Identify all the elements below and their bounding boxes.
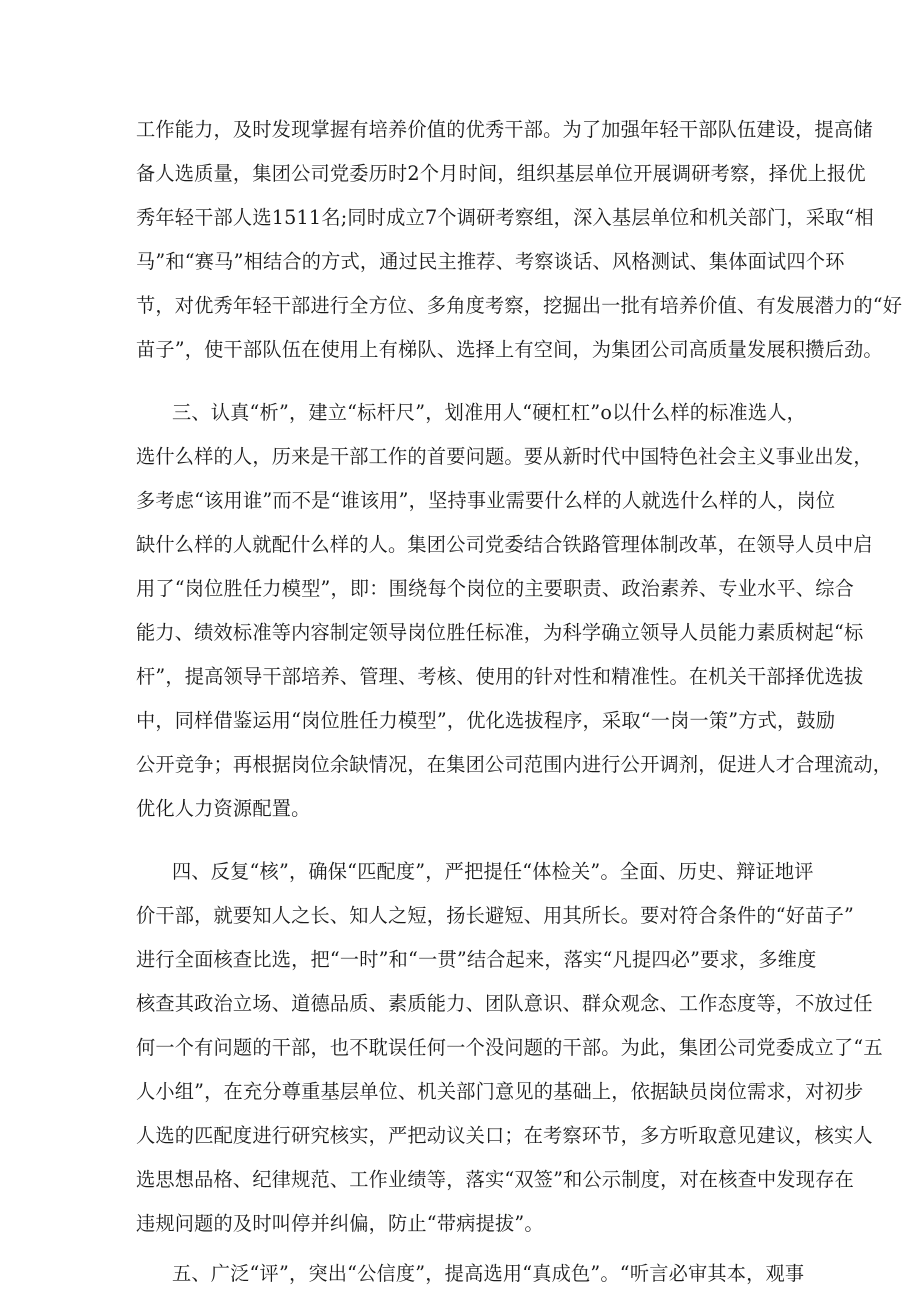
text-line: 用了“岗位胜任力模型”，即：围绕每个岗位的主要职责、政治素养、专业水平、综合 [136, 577, 854, 600]
text-line: 四、反复“核”，确保“匹配度”，严把提任“体检关”。全面、历史、辩证地评 [172, 860, 814, 883]
text-line: 违规问题的及时叫停并纠偏，防止“带病提拔”。 [136, 1212, 544, 1235]
text-line: 杆”，提高领导干部培养、管理、考核、使用的针对性和精准性。在机关干部择优选拔 [136, 665, 864, 688]
text-line: 选什么样的人，历来是干部工作的首要问题。要从新时代中国特色社会主义事业出发， [136, 445, 873, 468]
text-line: 马”和“赛马”相结合的方式，通过民主推荐、考察谈话、风格测试、集体面试四个环 [136, 250, 845, 273]
text-line: 秀年轻干部人选1511名;同时成立7个调研考察组，深入基层单位和机关部门，采取“相 [136, 206, 874, 229]
text-line: 公开竞争；再根据岗位余缺情况，在集团公司范围内进行公开调剂，促进人才合理流动， [136, 753, 893, 776]
text-line: 多考虑“该用谁”而不是“谁该用”，坚持事业需要什么样的人就选什么样的人，岗位 [136, 489, 836, 512]
text-line: 选思想品格、纪律规范、工作业绩等，落实“双签”和公示制度，对在核查中发现存在 [136, 1168, 854, 1191]
text-line: 能力、绩效标准等内容制定领导岗位胜任标准，为科学确立领导人员能力素质树起“标 [136, 621, 864, 644]
text-line: 节，对优秀年轻干部进行全方位、多角度考察，挖掘出一批有培养价值、有发展潜力的“好 [136, 294, 903, 317]
text-line: 中，同样借鉴运用“岗位胜任力模型”，优化选拔程序，采取“一岗一策”方式，鼓励 [136, 709, 836, 732]
text-line: 进行全面核查比选，把“一时”和“一贯”结合起来，落实“凡提四必”要求，多维度 [136, 948, 817, 971]
text-line: 苗子”，使干部队伍在使用上有梯队、选择上有空间，为集团公司高质量发展积攒后劲。 [136, 338, 883, 361]
text-line: 核查其政治立场、道德品质、素质能力、团队意识、群众观念、工作态度等，不放过任 [136, 992, 873, 1015]
text-line: 工作能力，及时发现掌握有培养价值的优秀干部。为了加强年轻干部队伍建设，提高储 [136, 118, 873, 141]
text-line: 备人选质量，集团公司党委历时2个月时间，组织基层单位开展调研考察，择优上报优 [136, 162, 866, 185]
text-line: 人小组”，在充分尊重基层单位、机关部门意见的基础上，依据缺员岗位需求，对初步 [136, 1080, 864, 1103]
text-line: 人选的匹配度进行研究核实，严把动议关口；在考察环节，多方听取意见建议，核实人 [136, 1124, 873, 1147]
text-line: 优化人力资源配置。 [136, 797, 311, 820]
text-line: 三、认真“析”，建立“标杆尺”，划准用人“硬杠杠”o以什么样的标准选人， [172, 401, 807, 424]
text-line: 价干部，就要知人之长、知人之短，扬长避短、用其所长。要对符合条件的“好苗子” [136, 904, 854, 927]
text-line: 何一个有问题的干部，也不耽误任何一个没问题的干部。为此，集团公司党委成立了“五 [136, 1036, 883, 1059]
text-line: 缺什么样的人就配什么样的人。集团公司党委结合铁路管理体制改革，在领导人员中启 [136, 533, 873, 556]
text-line: 五、广泛“评”，突出“公信度”，提高选用“真成色”。“听言必审其本，观事 [172, 1262, 805, 1285]
